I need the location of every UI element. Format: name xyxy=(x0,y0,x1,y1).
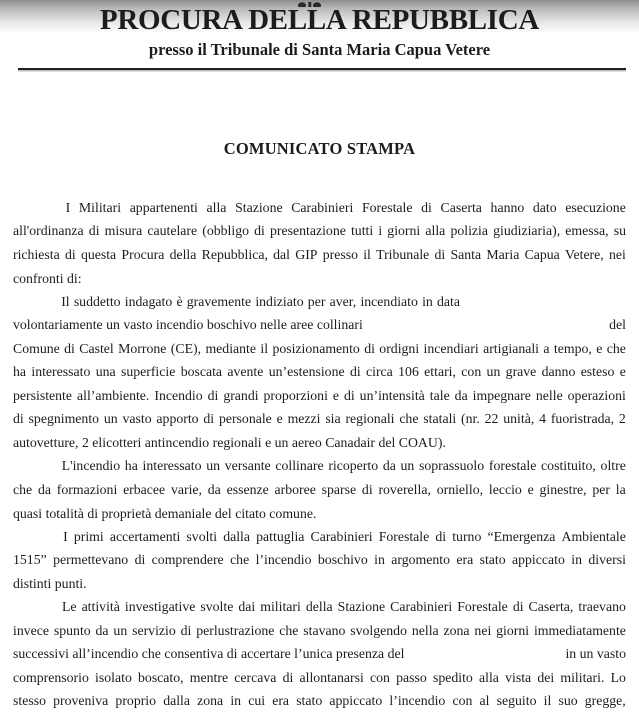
text-line: Comune di Castel Morrone (CE), mediante il posizionamento di ordigni incendiari artigianali a tempo, e che xyxy=(13,340,626,356)
text-line: I primi accertamenti svolti dalla pattuglia Carabinieri Forestale di turno “Emergenza Ambientale xyxy=(63,528,626,544)
text-line: I Militari appartenenti alla Stazione Carabinieri Forestale di Caserta hanno dato esecuzione xyxy=(65,199,626,215)
text-line: confronti di: xyxy=(13,270,82,286)
text-line: successivi all’incendio che consentiva di accertare l’unica presenza del in un vasto xyxy=(13,646,626,662)
paragraph xyxy=(13,525,626,596)
text-line: 1515” permettevano di comprendere che l’incendio boschivo in argomento era stato appiccato in diversi xyxy=(13,552,626,568)
header-divider xyxy=(18,68,626,70)
text-line: L'incendio ha interessato un versante collinare ricoperto da un soprassuolo forestale costituito, oltre xyxy=(61,458,626,474)
text-line: all'ordinanza di misura cautelare (obbligo di presentazione tutti i giorni alla polizia giudiziaria), emessa, su xyxy=(13,223,626,239)
paragraph xyxy=(13,455,626,526)
press-release-heading: COMUNICATO STAMPA xyxy=(223,139,416,158)
header-subtitle: presso il Tribunale di Santa Maria Capua Vetere xyxy=(148,40,491,59)
document-body xyxy=(13,196,626,713)
text-line: invece spunto da un servizio di perlustrazione che stavano svolgendo nella zona nei giorni immediatamente xyxy=(13,622,626,638)
paragraph xyxy=(13,290,626,455)
paragraph xyxy=(13,596,626,714)
paragraph xyxy=(13,196,626,290)
text-line: comprensorio isolato boscato, mentre cercava di allontanarsi con passo spedito alla vista dei militari. Lo xyxy=(13,669,626,685)
text-line: Il suddetto indagato è gravemente indiziato per aver, incendiato in data xyxy=(61,293,460,309)
text-line: volontariamente un vasto incendio boschivo nelle aree collinari del xyxy=(13,317,626,333)
header-title: PROCURA DELLA REPUBBLICA xyxy=(99,4,540,36)
text-line: autovetture, 2 elicotteri antincendio regionali e un aereo Canadair del COAU). xyxy=(13,435,446,450)
text-line: distinti punti. xyxy=(13,576,87,591)
text-line: richiesta di questa Procura della Repubblica, dal GIP presso il Tribunale di Santa Maria Capua Vetere, nei xyxy=(13,246,626,262)
text-line: Le attività investigative svolte dai militari della Stazione Carabinieri Forestale di Caserta, traevano xyxy=(62,599,626,615)
text-line: quasi totalità di proprietà demaniale del citato comune. xyxy=(13,505,317,521)
text-line: persistente all’ambiente. Incendio di grandi proporzioni e di un’intensità tale da impegnare nelle operazioni xyxy=(13,387,626,403)
text-line: che da formazioni erbacee varie, da essenze arboree sparse di roverella, orniello, leccio e ginestre, per la xyxy=(13,481,626,497)
text-line: ha interessato una superficie boscata avente un’estensione di circa 106 ettari, con un grave danno esteso e xyxy=(13,364,626,380)
text-line: stesso proveniva proprio dalla zona in cui era stato appiccato l’incendio con al seguito il suo gregge, xyxy=(13,693,626,709)
text-line: di spegnimento un vasto apporto di personale e mezzi sia regionali che statali (nr. 22 unità, 4 fuoristrada, 2 xyxy=(13,411,626,427)
